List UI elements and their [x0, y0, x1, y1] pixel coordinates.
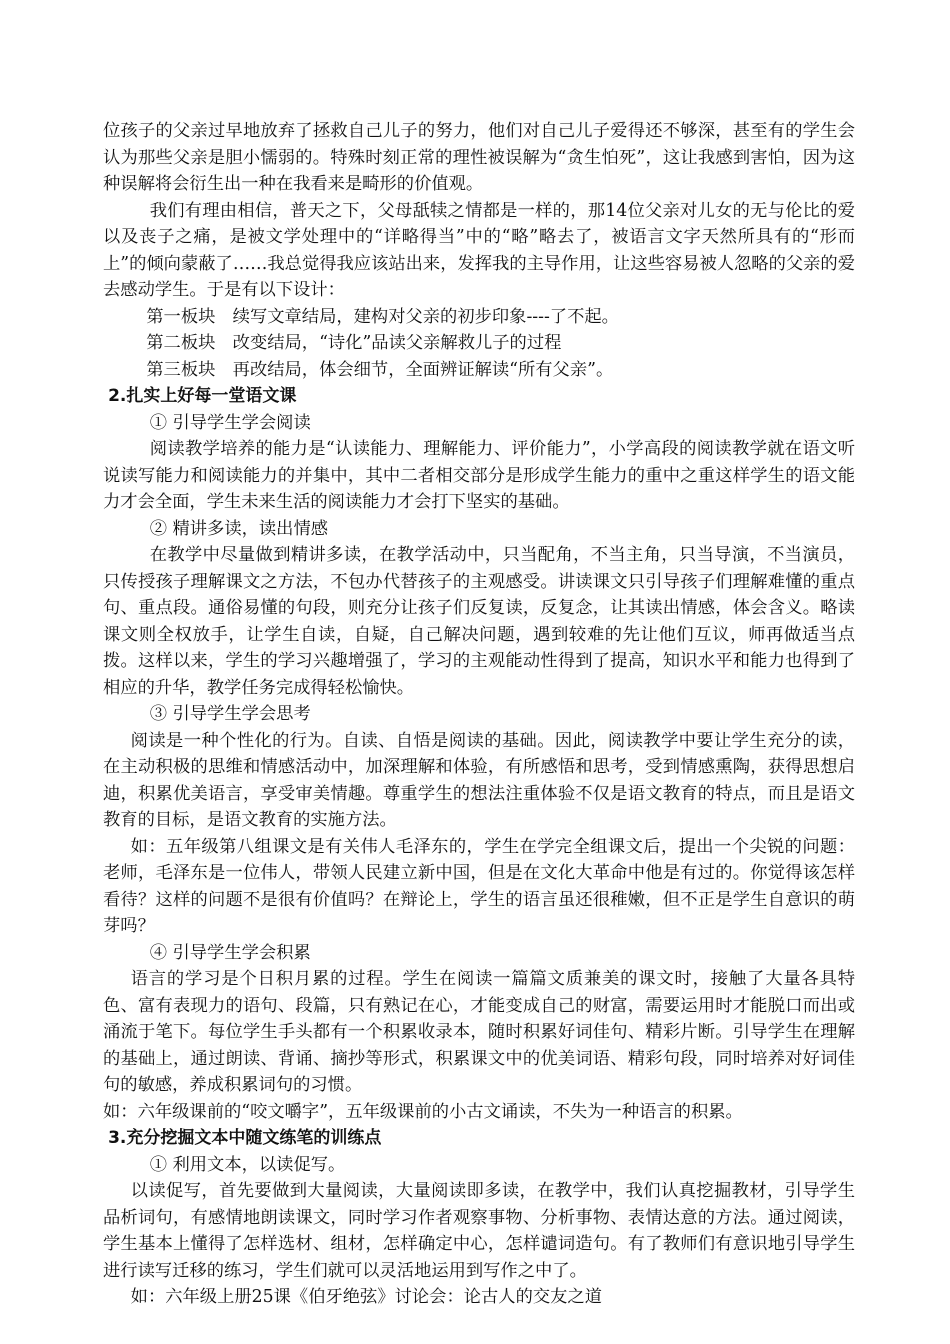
design-block-1: 第一板块 续写文章结局，建构对父亲的初步印象----了不起。: [146, 306, 619, 327]
paragraph-1: 位孩子的父亲过早地放弃了拯救自己儿子的努力，他们对自己儿子爱得还不够深，甚至有的学生会认为那些父亲是胆小懦弱的。特殊时刻正常的理性被误解为“贪生怕死”，这让我感到害怕，因为这种误解将会衍生出一种在我看来是畸形的价值观。: [103, 121, 855, 194]
paragraph-6: 如：五年级第八组课文是有关伟人毛泽东的，学生在学完全组课文后，提出一个尖锐的问题：老师，毛泽东是一位伟人，带领人民建立新中国，但是在文化大革命中他是有过的。你觉得该怎样看待？这样的问题不是很有价值吗？在辩论上，学生的语言虽还很稚嫩，但不正是学生自意识的萌芽吗？: [103, 836, 855, 936]
paragraph-4: 在教学中尽量做到精讲多读，在教学活动中，只当配角，不当主角，只当导演，不当演员，只传授孩子理解课文之方法，不包办代替孩子的主观感受。讲读课文只引导孩子们理解难懂的重点句、重点段。通俗易懂的句段，则充分让孩子们反复读，反复念，让其读出情感，体会含义。略读课文则全权放手，让学生自读，自疑，自己解决问题，遇到较难的先让他们互议，师再做适当点拨。这样以来，学生的学习兴趣增强了，学习的主观能动性得到了提高，知识水平和能力也得到了相应的升华，教学任务完成得轻松愉快。: [103, 545, 855, 698]
section-heading-3: 3.充分挖掘文本中随文练笔的训练点: [108, 1128, 382, 1148]
paragraph-5: 阅读是一种个性化的行为。自读、自悟是阅读的基础。因此，阅读教学中要让学生充分的读，在主动积极的思维和情感活动中，加深理解和体验，有所感悟和思考，受到情感熏陶，获得思想启迪，积累优美语言，享受审美情趣。尊重学生的想法注重体验不仅是语文教育的特点，而且是语文教育的目标，是语文教育的实施方法。: [103, 730, 855, 830]
subheading-5: ① 利用文本，以读促写。: [149, 1154, 346, 1175]
paragraph-10: 如：六年级上册25课《伯牙绝弦》讨论会：论古人的交友之道: [130, 1287, 602, 1307]
design-block-2: 第二板块 改变结局，“诗化”品读父亲解救儿子的过程: [146, 333, 562, 353]
subheading-4: ④ 引导学生学会积累: [149, 942, 311, 963]
subheading-2: ② 精讲多读，读出情感: [149, 518, 329, 539]
paragraph-2: 我们有理由相信，普天之下，父母舐犊之情都是一样的，那14位父亲对儿女的无与伦比的爱以及丧子之痛，是被文学处理中的“详略得当”中的“略”略去了，被语言文字天然所具有的“形而上”的倾向蒙蔽了……我总觉得我应该站出来，发挥我的主导作用，让这些容易被人忽略的父亲的爱去感动学生。于是有以下设计：: [103, 200, 855, 300]
paragraph-9: 以读促写，首先要做到大量阅读，大量阅读即多读，在教学中，我们认真挖掘教材，引导学生品析词句，有感情地朗读课文，同时学习作者观察事物、分析事物、表情达意的方法。通过阅读，学生基本上懂得了怎样选材、组材，怎样确定中心，怎样谴词造句。有了教师们有意识地引导学生进行读写迁移的练习，学生们就可以灵活地运用到写作之中了。: [103, 1181, 855, 1281]
subheading-3: ③ 引导学生学会思考: [149, 704, 311, 724]
design-block-3: 第三板块 再改结局，体会细节，全面辨证解读“所有父亲”。: [146, 359, 614, 380]
subheading-1: ① 引导学生学会阅读: [149, 412, 311, 433]
document-body: [103, 118, 855, 1311]
paragraph-8: 如：六年级课前的“咬文嚼字”，五年级课前的小古文诵读，不失为一种语言的积累。: [103, 1101, 743, 1122]
section-heading-2: 2.扎实上好每一堂语文课: [108, 386, 297, 406]
paragraph-7: 语言的学习是个日积月累的过程。学生在阅读一篇篇文质兼美的课文时，接触了大量各具特色、富有表现力的语句、段篇，只有熟记在心，才能变成自己的财富，需要运用时才能脱口而出或涌流于笔下。每位学生手头都有一个积累收录本，随时积累好词佳句、精彩片断。引导学生在理解的基础上，通过朗读、背诵、摘抄等形式，积累课文中的优美词语、精彩句段，同时培养对好词佳句的敏感，养成积累词句的习惯。: [103, 969, 855, 1095]
paragraph-3: 阅读教学培养的能力是“认读能力、理解能力、评价能力”，小学高段的阅读教学就在语文听说读写能力和阅读能力的并集中，其中二者相交部分是形成学生能力的重中之重这样学生的语文能力才会全面，学生未来生活的阅读能力才会打下坚实的基础。: [103, 439, 855, 512]
